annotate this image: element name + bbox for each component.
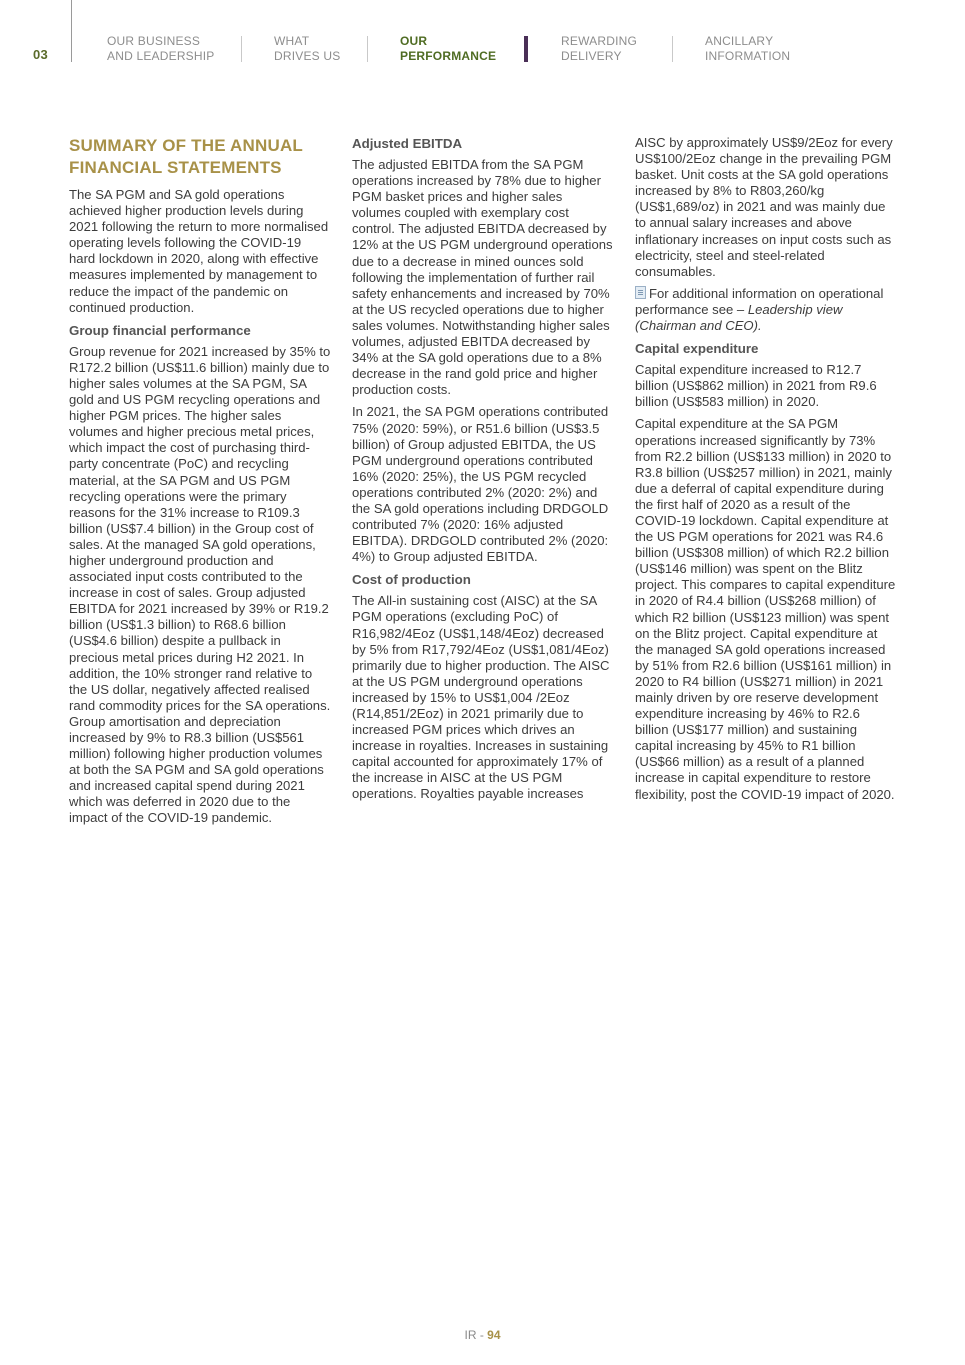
document-reference-icon xyxy=(635,286,646,299)
capex-paragraph-1: Capital expenditure increased to R12.7 billion (US$862 million) in 2021 from R9.6 billion (US$583 million) in 2020. xyxy=(635,362,877,410)
section-number: 03 xyxy=(33,47,49,62)
column-three xyxy=(635,135,897,809)
nav-separator xyxy=(241,36,242,62)
nav-our-performance-line1: OUR xyxy=(400,34,428,48)
nav-our-business[interactable] xyxy=(107,34,215,64)
nav-active-indicator xyxy=(524,36,528,62)
capex-paragraph-2: Capital expenditure at the SA PGM operations increased significantly by 73% from R2.2 billion (US$133 million) in 2020 to R3.8 billion (US$257 million) in 2021, mainly due a deferral of capital expenditure during the first half of 2020 as a result of the COVID-19 lockdown. Capital expenditure at the US PGM operations for 2021 was R4.6 billion (US$308 million) of which R2.2 billion (US$146 million) was spent on the Blitz project. This compares to capital expenditure in 2020 of R4.4 billion (US$268 million) of which R2 billion (US$123 million) was spent on the Blitz project. Capital expenditure at the managed SA gold operations increased by 51% from R2.6 billion (US$161 million) in 2020 to R4 billion (US$271 million) in 2021 mainly driven by ore reserve development expenditure increasing by 46% to R2.6 billion (US$177 million) and sustaining capital increasing by 45% to R1 billion (US$66 million) as a result of a planned increase in capital expenditure to restore flexibility, post the COVID-19 impact of 2020. xyxy=(635,416,896,802)
capital-expenditure-heading: Capital expenditure xyxy=(635,341,759,357)
cross-reference[interactable] xyxy=(635,286,897,334)
section-navigation xyxy=(0,0,965,80)
nav-separator xyxy=(367,36,368,62)
nav-ancillary-information[interactable] xyxy=(705,34,790,64)
cost-of-production-heading: Cost of production xyxy=(352,572,471,588)
page-footer xyxy=(0,1328,965,1342)
adjusted-ebitda-heading: Adjusted EBITDA xyxy=(352,136,463,151)
nav-our-business-line1: OUR BUSINESS xyxy=(107,34,201,48)
cross-reference-link[interactable]: Leadership view (Chairman and CEO). xyxy=(635,301,843,334)
ebitda-paragraph-2: In 2021, the SA PGM operations contributed 75% (2020: 59%), or R51.6 billion (US$3.5 billion) of Group adjusted EBITDA, the US PGM underground operations contributed 16% (2020: 25%), the US PGM recycled operations contributed 2% (2020: 2%) and the SA gold operations including DRDGOLD contributed 7% (2020: 16% adjusted EBITDA). DRDGOLD contributed 2% (2020: 4%) to Group adjusted EBITDA. xyxy=(352,404,609,565)
cost-continued-paragraph: AISC by approximately US$9/2Eoz for every US$100/2Eoz change in the prevailing PGM basket. Unit costs at the SA gold operations increased by 8% to R803,260/kg (US$1,689/oz) in 2021 and was mainly due to annual salary increases and above inflationary increases on input costs such as electricity, steel and steel-related consumables. xyxy=(635,135,893,279)
nav-what-drives-us-line1: WHAT xyxy=(274,34,310,48)
intro-paragraph: The SA PGM and SA gold operations achieved higher production levels during 2021 following the return to more normalised operating levels following the COVID-19 hard lockdown in 2020, along with effective measures implemented by management to reduce the impact of the pandemic on continued production. xyxy=(69,187,329,315)
nav-what-drives-us-line2: DRIVES US xyxy=(274,49,341,63)
nav-rewarding-delivery[interactable] xyxy=(561,34,637,64)
nav-what-drives-us[interactable] xyxy=(274,34,340,64)
column-two xyxy=(352,135,614,809)
cost-of-production-paragraph: The All-in sustaining cost (AISC) at the SA PGM operations (excluding PoC) of R16,982/4Eoz (US$1,148/4Eoz) decreased by 5% from R17,792/4Eoz (US$1,081/4Eoz) primarily due to higher production. The AISC at the US PGM underground operations increased by 15% to US$1,004 /2Eoz (R14,851/2Eoz) in 2021 primarily due to increased PGM prices which drives an increase in royalties. Increases in sustaining capital accounted for approximately 17% of the increase in AISC at the US PGM operations. Royalties payable increases xyxy=(352,593,610,802)
nav-ancillary-information-line2: INFORMATION xyxy=(705,49,791,63)
column-one xyxy=(69,135,331,833)
nav-our-performance[interactable] xyxy=(400,34,496,64)
nav-rewarding-delivery-line1: REWARDING xyxy=(561,34,638,48)
nav-our-business-line2: AND LEADERSHIP xyxy=(107,49,215,63)
ebitda-paragraph-1: The adjusted EBITDA from the SA PGM operations increased by 78% due to higher PGM basket prices and higher sales volumes coupled with exemplary cost control. The adjusted EBITDA decreased by 12% at the US PGM underground operations due to a decrease in mined ounces sold following the implementation of further rail safety enhancements and increased by 70% at the US recycled operations due to higher sales volumes. Notwithstanding higher sales volumes, adjusted EBITDA decreased by 34% at the SA gold operations due to a 8% decrease in the rand gold price and higher production costs. xyxy=(352,157,613,398)
page-title: SUMMARY OF THE ANNUAL FINANCIAL STATEMENTS xyxy=(69,136,303,177)
group-financial-heading: Group financial performance xyxy=(69,322,251,338)
footer-prefix: IR - xyxy=(464,1328,488,1342)
footer-page-number: 94 xyxy=(487,1328,501,1342)
group-financial-paragraph: Group revenue for 2021 increased by 35% to R172.2 billion (US$11.6 billion) mainly due to higher sales volumes at the SA PGM, SA gold and US PGM recycling operations and higher PGM prices. The higher sales volumes and higher precious metal prices, which impact the cost of purchasing third-party concentrate (PoC) and recycling material, at the SA PGM and US PGM recycling operations were the primary reasons for the 31% increase to R109.3 billion (US$7.4 billion) in the Group cost of sales. At the managed SA gold operations, higher underground production and associated input costs contributed to the increase in cost of sales. Group adjusted EBITDA for 2021 increased by 39% or R19.2 billion (US$1.3 billion) to R68.6 billion (US$4.6 billion) despite a pullback in precious metal prices during H2 2021. In addition, the 10% stronger rand relative to the US dollar, negatively affected realised rand commodity prices for the SA operations. Group amortisation and depreciation increased by 9% to R8.3 billion (US$561 million) following higher production volumes at both the SA PGM and SA gold operations and increased capital spend during 2021 which was deferred in 2020 due to the impact of the COVID-19 pandemic. xyxy=(69,343,331,826)
cross-reference-text: For additional information on operational performance see – xyxy=(635,285,884,317)
nav-divider-main xyxy=(71,0,72,62)
nav-rewarding-delivery-line2: DELIVERY xyxy=(561,49,622,63)
nav-ancillary-information-line1: ANCILLARY xyxy=(705,34,774,48)
nav-our-performance-line2: PERFORMANCE xyxy=(400,49,497,63)
nav-separator xyxy=(672,36,673,62)
